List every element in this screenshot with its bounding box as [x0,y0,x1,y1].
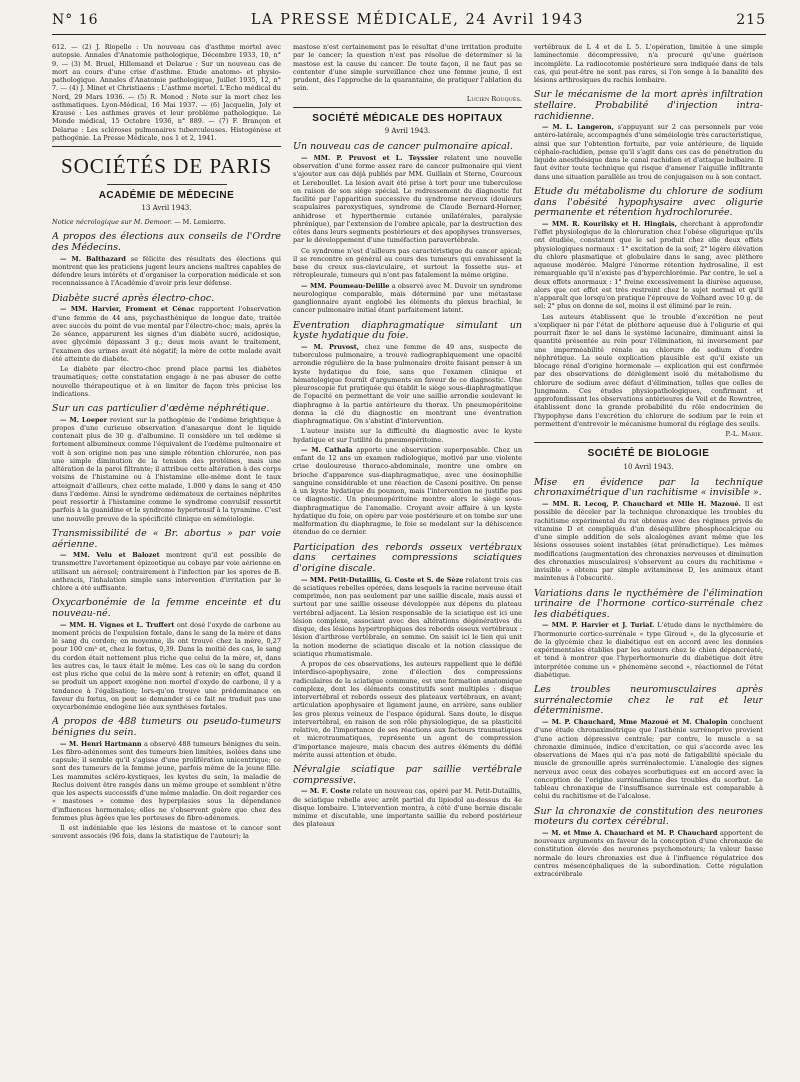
article-authors: — M. P. Chauchard, Mme Mazoué et M. Chalopin [542,718,728,727]
article-text: ont dosé l'oxyde de carbone au moment précis de l'expulsion fœtale, dans le sang de la mère et dans le sang du cordon; en moyenne, ils ont trouvé chez la mère, 0,27 pour 100 cm³ et, chez le fœtus, 0,39. Dans la moitié des cas, le sang du cordon était nettement plus riche que celui de la mère, et, dans les autres cas, le taux était le même. Les cas où le sang du cordon est plus riche que celui de la mère sont à retenir; en effet, quand il se produit un apport exogène non mortel d'oxyde de carbone, il y a tendance à l'égalisation; lors-qu'on trouve une prédominance en faveur du fœtus, on peut se demander si ce fait ne traduit pas une oxycarbonémie endogène liée aux synthèses fœtales. [52,620,281,712]
article-text: Il est indéniable que les lésions de mastose et le cancer sont souvent associés (96 fois, dans la statistique de l'auteur); la [52,824,281,841]
article-title: A propos des élections aux conseils de l'Ordre des Médecins. [52,231,281,254]
divider [52,146,281,147]
article-authors: — M. F. Coste [301,787,351,796]
article-text: L'étude dans le nycthémère de l'hormonurie cortico-surrénale « type Giroud », de la glycosurie et de la glycémie chez le diabétique est en accord avec les données expérimentales établies par les auteurs chez le chien dépancréaté, et tend à montrer que l'hyperhormonurie du diabétique doit être interprétée comme un « phénomène second », réactionnel de l'état diabétique. [534,621,763,679]
article-title: Névralgie sciatique par saillie vertébrale compressive. [293,764,522,786]
article-authors: — M. L. Langeron, [542,123,614,132]
article [293,787,522,828]
article-title: Diabète sucré après électro-choc. [52,292,215,304]
article-text: concluent d'une étude chronaximétrique que l'asthénie surrénoprive provient d'une action dépressive centrale; par contre, le muscle a sa chronaxie diminuée, indice d'excitation, ce qui s'accorde avec les observations de Maes qui n'a pas noté de fatigabilité spéciale du muscle de grenouille après surrénalectomie. L'analogie des signes nerveux avec ceux des cobayes scorbutiques est en accord avec la conception de l'origine surrénalienne des troubles du scorbut. Le tableau chronaxique de l'insuffisance surrénale est comparable à celui du rachitisme et de l'alcalose. [534,718,763,801]
article [52,255,281,288]
article [52,218,281,226]
article-authors: — M. Balthazard [60,254,126,263]
article-text: vertébraux de L 4 et de L 5. L'opération, limitée à une simple laminectomie décompressive, n'a procuré qu'une guérison incomplète. La radiocotomie postérieure sera indiquée dans de tels cas, qui peut-être ne sont pas rares, si l'on songe à la banalité des lésions arthrosiques du rachis lombaire. [534,43,763,84]
article-title: A propos de 488 tumeurs ou pseudo-tumeurs bénignes du sein. [52,716,281,739]
article-title: Sur un cas particulier d'œdème néphrétique. [52,403,270,415]
article-authors: — MM. Petit-Dutaillis, G. Coste et S. de Sèze [301,575,464,584]
article-text: montrent qu'il est possible de transmettre l'avortement épizootique au cobaye par voie aérienne en utilisant un aérosol; contrairement à l'infection par les spores de B. anthracis, l'inhalation simple sans intervention d'irritation par le chlore a été suffisante. [52,551,281,593]
text-columns [52,43,766,1082]
session-date: 9 Avril 1943. [384,127,431,136]
article-title: Transmissibilité de « Br. abortus » par voie aérienne. [52,527,281,550]
article-authors: — M. Henri Hartmann [60,739,142,748]
references-continued: 612. — (2) J. Riopelle : Un nouveau cas d'asthme mortel avec autopsie. Annales d'Anatomie pathologique, Décembre 1933, 10, n° 9. — (3) M. Bruel, Hillemand et Delarue : Sur un nouveau cas de mort au cours d'une crise d'asthme. Etude anatomo- et physio-pathologique. Annales d'Anatomie pathologique, Juillet 1935, 12, n° 7. — (4) J. Minet et Christiaens : L'asthme mortel. L'Echo médical du Nord, 29 Mars 1936. — (5) R. Monod : Note sur la mort chez les asthmatiques. Lyon-Médical, 16 Mai 1937. — (6) Jacquelin, Joly et Krause : Les asthmes graves et leur problème pathologique. Le Monde médical, 15 Octobre 1936, n° 889. — (7) F. Brançon et Delarue : Les scléroses pulmonaires tuberculeuses. Histogénèse et pathogénie. La Presse Médicale, nos 1 et 2, 1941. [52,43,281,142]
article-text: cherchant à approfondir l'effet physiologique de la chloruration chez l'obèse oligurique qu'ils ont étudiée, constatent que le sel produit chez elle deux effets physiologiques normaux : 1° excitation de la soif; 2° légère élévation du chlore plasmatique et globulaire dans le sang, avec pléthore aqueuse modérée. Malgré l'énorme rétention hydrosaline, il est remarquable qu'il n'existe pas d'hyperchlorémie. Par contre, le sel a deux effets anormaux : 1° freine excessivement la diurèse aqueuse, alors que cet effet est très restreint chez le sujet normal et qu'il n'apparaît que lorsqu'on pratique l'épreuve de Volhard avec 10 g. de sel; 2° plus on donne de sel, moins il est éliminé par le rein. [534,219,763,311]
article-title: Participation des rebords osseux vertébraux dans certaines compressions sciatiques d'origine discale. [293,541,522,574]
journal-title: LA PRESSE MÉDICALE, 24 Avril 1943 [250,12,584,28]
article [293,154,522,245]
divider [534,442,763,443]
article [52,621,281,712]
article-text: Il est possible de déceler par la technique chronaxique les troubles du rachitisme expérimental du rat obtenus avec des régimes privés de vitamine D et compliqués d'un déséquilibre phosphocalcique ou d'une simple addition de sels alcalogènes avant même que les lésions osseuses soient instables (état préradictique). Les mêmes modifications (augmentation des chronaxies nerveuses et diminution des chronaxies musculaires) s'observent au cours du rachitisme « invisible » obtenu par simple avitaminose D, les animaux étant maintenus à l'obscurité. [534,500,763,583]
running-header [52,12,766,28]
article-authors: — MM. H. Vignes et L. Truffert [60,620,175,629]
article-text: s'appuyant sur 2 cas personnels par voie antéro-latérale, accompagnés d'une séméiologie très caractéristique, ainsi que sur l'obtention fortuite, par voie antérieure, de liquide céphalo-rachidien, pense qu'il s'agit dans ces cas de pénétration du liquide anesthésique dans le canal rachidien et d'attaque bulbaire. Il faut éviter toute technique qui risque d'amener l'aiguille infiltrante dans une situation parallèle au trou de conjugaison ou à son contact. [534,123,763,181]
article-text: relatent trois cas de sciatiques rebelles opérées, dans lesquels la racine nerveuse était comprimée, non pas seulement par une saillie discale, mais aussi et surtout par une saillie osseuse développée aux dépens du plateau vertébral adjacent. La lésion responsable de la sciatique est ici une lésion complexe, associant avec des altérations dégénératives du disque, des lésions hypertrophiques des rebords osseux vertébraux : lésion d'arthrose vertébrale, en somme. On saisit ici le lien qui unit la notion moderne de sciatique discale et la notion classique de sciatique rhumatismale. [293,575,522,658]
session-date: 13 Avril 1943. [141,204,192,213]
article-authors: — MM. Harvier, Froment et Cénac [60,305,195,314]
article [293,282,522,315]
article [293,446,522,537]
article-title: Variations dans le nycthémère de l'élimination urinaire de l'hormone cortico-surrénale chez les diabétiques. [534,587,763,620]
article-authors: — MM. Velu et Balozet [60,551,160,560]
article-title: Oxycarbonémie de la femme enceinte et du nouveau-né. [52,597,281,620]
article-title: Sur le mécanisme de la mort après infiltration stellaire. Probabilité d'injection intra-rachidienne. [534,89,763,122]
divider [107,184,227,185]
article-text: L'auteur insiste sur la difficulté du diagnostic avec le kyste hydatique et sur l'utilité du pneumopéritoine. [293,427,522,444]
article-authors: — MM. Poumeau-Delille [301,281,390,290]
article-authors: — M. et Mme A. Chauchard et M. P. Chauchard [542,828,718,837]
signature: Lucien Rouquès. [466,94,522,103]
article-title: Etude du métabolisme du chlorure de sodium dans l'obésité hypophysaire avec oligurie permanente et rétention hydrochlorurée. [534,185,763,219]
article [534,500,763,583]
article-title: Notice nécrologique sur M. Demoor. [52,218,173,227]
article-text: relate un nouveau cas, opéré par M. Petit-Dutaillis, de sciatique rebelle avec arrêt partiel du lipiodol au-dessus du 4e disque lombaire. L'intervention montra, à côté d'une hernie discale minime et discutable, une importante saillie du rebord postérieur des plateaux [293,787,522,829]
article-title: Mise en évidence par la technique chronaximétrique d'un rachitisme « invisible ». [534,476,763,499]
article-text: se félicite des résultats des élections qui montrent que les praticiens jugent leurs anciens maîtres capables de défendre leurs intérêts et d'organiser la corporation médicale et son reconnaissance à l'Académie d'avoir pris leur défense. [52,254,281,288]
column-2 [293,43,522,1082]
column-3 [534,43,763,1082]
society-heading: SOCIÉTÉ MÉDICALE DES HOPITAUX [312,112,503,124]
article-authors: — M. Cathala [301,445,353,454]
article-text: A propos de ces observations, les auteurs rappellent que le défilé interdisco-apophysaire, zone d'élection des compressions radiculaires de la sciatique commune, est une formation anatomique complexe, dont les éléments constitutifs sont multiples : disque intervertébral et rebords osseux des plateaux vertébraux, en avant; articulation apophysaire et ligament jaune, en arrière, sans oublier les gros plexus veineux de l'espace épidural. Sans doute, le disque intervertébral, en raison de son rôle physiologique, de sa plasticité relative, de l'importance de ses réactions aux facteurs traumatiques et microtraumatiques, représente un agent de compression d'importance majeure, mais chacun des autres éléments du défilé mérite aussi attention et étude. [293,660,522,759]
article-authors: — M. Pruvost, [301,342,360,351]
article-authors: — MM. P. Pruvost et L. Teyssier [301,153,439,162]
article [293,343,522,426]
article-text: relatent une nouvelle observation d'une forme assez rare de cancer pulmonaire qui vient s'ajouter aux cas déjà publiés par MM. Guillain et Sterne, Courcoux et Lereboullet. La lésion avait été prise à tort pour une tuberculose en raison de son siège spécial. Le redressement du diagnostic fut facilité par l'apparition successive du syndrome nerveux (douleurs scapulaires paroxystiques, syndrome de Claude Bernard-Horner, anhidrose et hyperthermie cutanée unilatérales, paralysie phrénique), par l'extension de l'ombre apicale, par la destruction des côtes dans leurs segments postérieurs et des apophyses transverses, par le développement d'une tuméfaction paravertébrale. [293,153,522,245]
article-authors: — MM. R. Lecoq, P. Chauchard et Mlle H. Mazoué. [542,500,741,509]
divider [293,107,522,108]
article-text: apportent de nouveaux arguments en faveur de la conception d'une chronaxie de constitution élevée des neurones psychomoteurs; la valeur basse normale de leurs chronaxies est due à l'influence régulatrice des centres mésencéphaliques de la subordination. Cette régulation extracérébrale [534,828,763,879]
article-text: Les auteurs établissent que le trouble d'excrétion ne peut s'expliquer ni par l'état de pléthore aqueuse due à l'oligurie et qui pourrait fixer le sel dans le système lacunaire, diminuant ainsi la quantité présentée au rein pour l'élimination, ni inversement par une imperméabilité rénale au chlorure de sodium d'ordre néphrétique. La seule explication plausible est qu'il existe un blocage rénal d'origine hormonale — explication qui est confirmée par des observations de dérèglement isolé du métabolisme du chlorure de sodium avec défaut d'élimination, telles que celles de Jungmann. Ces études physiopathologiques, confirmant et approfondissant les observations antérieures de Veil et de Rowntree, établissent donc la grande probabilité du rôle endocrinien de l'hypophyse dans l'excrétion du chlorure de sodium par le rein et permettent d'entrevoir le mécanisme humoral du réglage des seuils. [534,312,763,428]
issue-number: N° 16 [52,12,99,28]
article [534,220,763,311]
article-authors: — M. Loeper [60,415,108,424]
article [534,621,763,679]
article-text: a observé avec M. Duvoir un syndrome neurologique comparable, mais déterminé par une métastase ganglionnaire ayant englobé les éléments du plexus brachial, le cancer pulmonaire initial étant parfaitement latent. [293,281,522,315]
society-heading: SOCIÉTÉ DE BIOLOGIE [587,448,710,460]
article [52,305,281,363]
article-authors: — MM. R. Kourilsky et H. Hinglais, [542,219,677,228]
article [52,416,281,523]
article-text: — M. Lemierre. [174,218,226,227]
article-title: Sur la chronaxie de constitution des neurones moteurs du cortex cérébral. [534,805,763,828]
column-1 [52,43,281,1082]
article-text: apporte une observation superposable. Chez un enfant de 12 ans un examen radiologique, motivé par une violente crise douloureuse thoraco-abdominale, montre une ombre en brioche d'apparence sus-diaphragmatique, avec une éosinophilie sanguine considérable et une réaction de Casoni positive. On pense à un kyste hydatique du poumon, mais l'intervention ne justifie pas ce diagnostic. Un pneumopéritoine montre alors le siège sous-diaphragmatique de l'anomalie. Croyant avoir affaire à un kyste hydatique du foie, on opère par voie postérieure et on tombe sur une malformation du diaphragme, le foie se modelant sur la déhiscence étendue de ce dernier. [293,445,522,537]
article-title: Les troubles neuromusculaires après surrénalectomie chez le rat et leur déterminisme. [534,684,763,717]
section-title: SOCIÉTÉS DE PARIS [60,154,273,178]
signature: P.-L. Marie. [725,430,763,438]
article-text: Le diabète par électro-choc prend place parmi les diabètes traumatiques; cette constatation engage à ne pas abuser de cette nouvelle thérapeutique et à en limiter de façon très précise les indications. [52,365,281,398]
article-title: Un nouveau cas de cancer pulmonaire apical. [293,141,513,153]
session-date: 10 Avril 1943. [623,462,674,471]
article-title: Eventration diaphragmatique simulant un kyste hydatique du foie. [293,319,522,342]
article [534,718,763,801]
article-text: chez une femme de 49 ans, suspecte de tuberculose pulmonaire, a trouvé radiographiquement une opacité arrondie régulière de la base pulmonaire droite faisant penser à un kyste hydatique du foie, sans que l'examen clinique et hématologique fournît d'arguments en faveur de ce diagnostic. Une pleuroscopie fut pratiquée qui établit le siège sous-diaphragmatique de l'opacité en permettant de voir une saillie arrondie soulevant le diaphragme à la partie antérieure du thorax. Un pneumopéritoine donna la clé du diagnostic en montrant une éventration diaphragmatique. On s'abstint d'intervention. [293,342,522,426]
article [52,740,281,823]
article-text: revient sur la pathogénie de l'œdème brightique à propos d'une curieuse observation d'anasarque dont le liquide contenait plus de 30 g. d'albumine. Il considère un tel œdème si fortement albumineux comme l'équivalent de l'œdème pulmonaire et voit à son origine non pas une simple rétention chlorurée, non pas une simple diminution de la tension des protéines, mais une altération de la paroi filtrante; il attribue cette altération à des corps voisins de l'histamine ou à l'histamine elle-même dont le taux atteignait d'ailleurs, chez cette malade, 1.000 γ dans le sang et 450 dans l'œdème. Ainsi le syndrome œdémateux de certaines néphrites peut ressortir à l'histamine comme le syndrome convulsif ressortit parfois à la guanidine et le syndrome hypertensif à la tyramine. C'est une nouvelle preuve de la spécificité clinique en séméiologie. [52,415,281,523]
article [52,551,281,592]
article [534,829,763,879]
article [293,576,522,659]
page-folio: 215 [736,12,766,28]
article-text: rapportent l'observation d'une femme de 44 ans, psychasthénique de longue date, traitée avec succès du point de vue mental par l'électro-choc; mais, après la 2e séance, apparurent les signes d'un diabète sucré, acidosique, avec glycémie dépassant 3 g.; deux mois avant le traitement, l'examen des urines avait été négatif; la mère de cette malade avait été atteinte de diabète. [52,305,281,363]
article-text: a observé 488 tumeurs bénignes du sein. Les fibro-adénomes sont des tumeurs bien limitées, isolées dans une capsule; il semble qu'il s'agisse d'une prolifération unicentrique; ce sont des tumeurs de la femme jeune, parfois même de la jeune fille. Les mammites scléro-kystiques, les kystes du sein, la maladie de Reclus doivent être rangés dans un même groupe et semblent n'être que les aspects successifs d'une même maladie. On doit regarder ces « mastoses » comme des hyperplasies sous la dépendance d'influences hormonales; elles ne s'observent guère que chez des femmes plus âgées que les porteuses de fibro-adénomes. [52,739,281,822]
header-rule [52,34,766,35]
article-text: Ce syndrome n'est d'ailleurs pas caractéristique du cancer apical; il se rencontre en général au cours des tumeurs qui envahissent la base du creux sus-claviculaire, et surtout la fossette sus- et rétropleurale, tumeurs qui n'ont pas fatalement la même origine. [293,246,522,280]
society-heading: ACADÉMIE DE MÉDECINE [98,189,235,201]
article-authors: — MM. P. Harvier et J. Turiaf. [542,621,655,630]
article-text: mastose n'est certainement pas le résultat d'une irritation produite par le cancer; la question n'est pas résolue de déterminer si la mastose est la cause du cancer. De toute façon, il ne faut pas se contenter d'une simple surveillance chez une femme jeune, il est prudent, dès l'approche de la quarantaine, de pratiquer l'ablation du sein. [293,43,522,93]
article [534,123,763,181]
